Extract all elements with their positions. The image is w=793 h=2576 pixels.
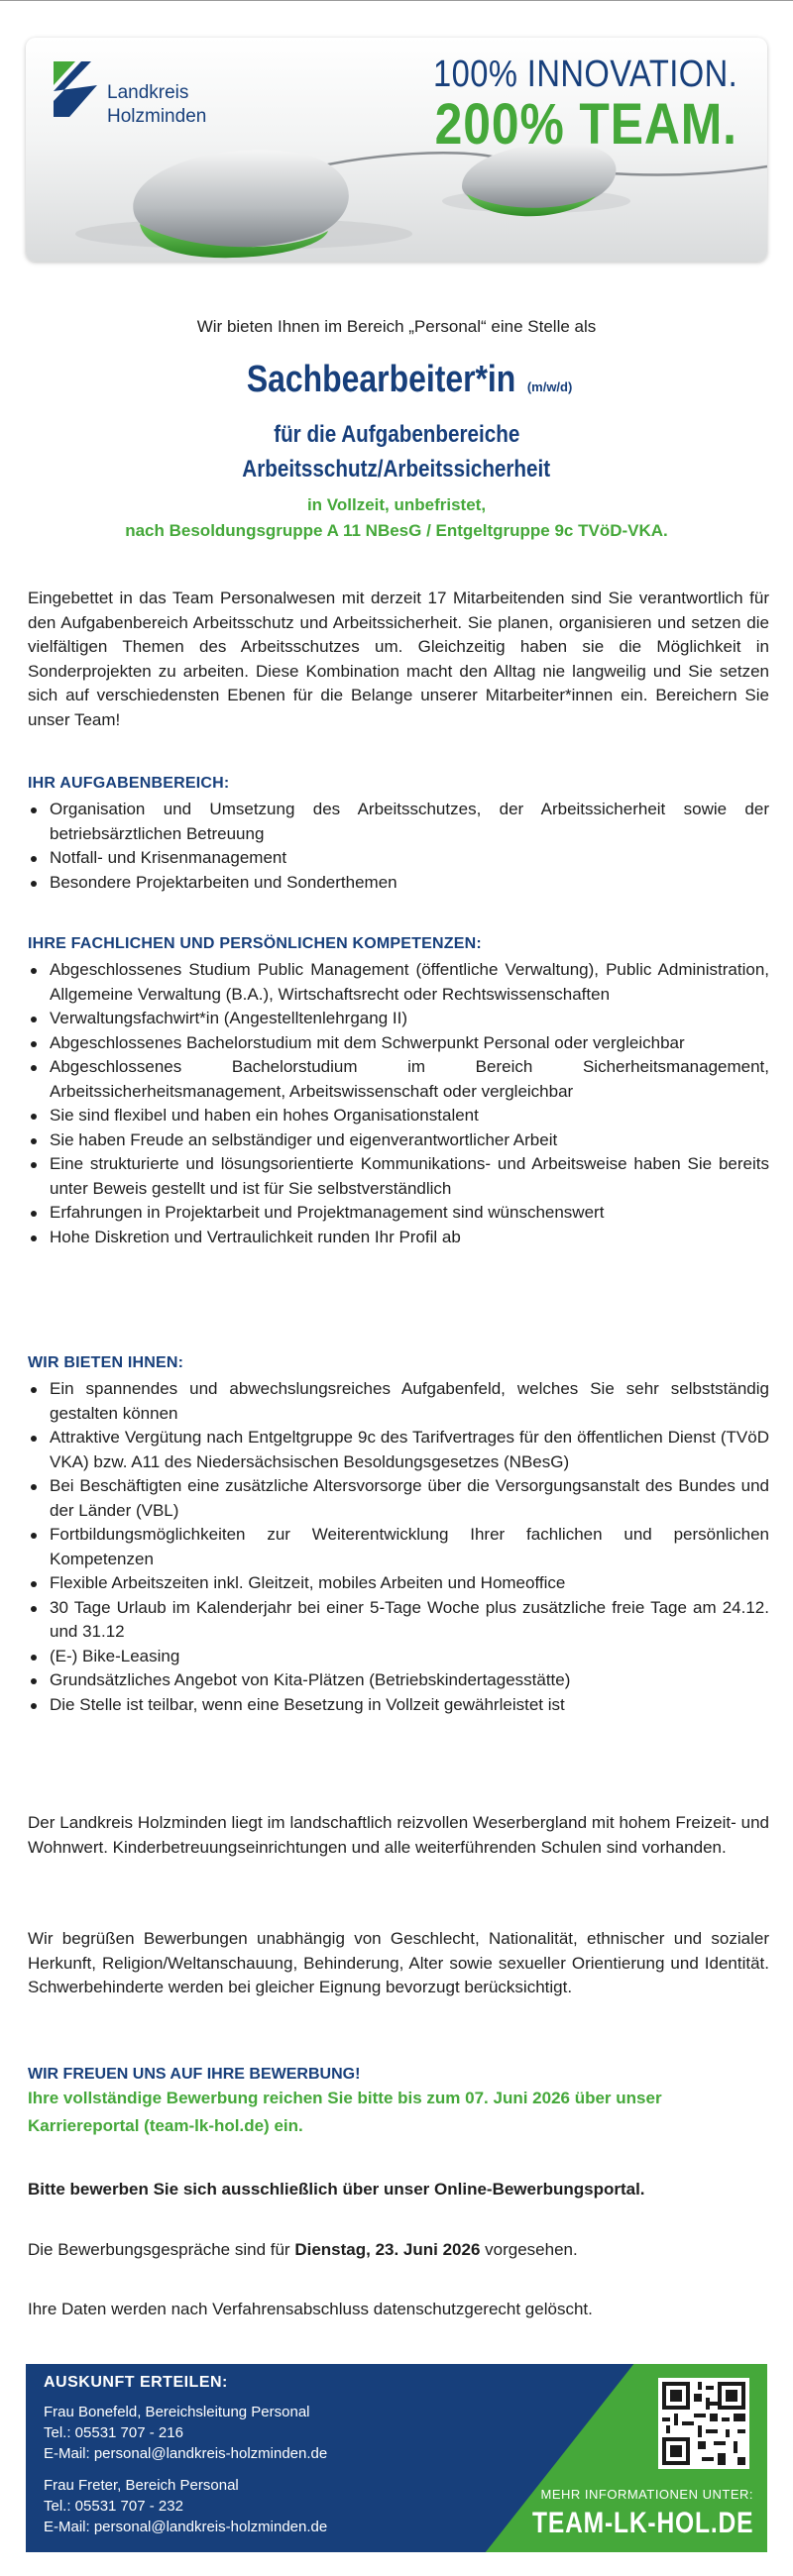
intro-text: Wir bieten Ihnen im Bereich „Personal“ eine Stelle als — [196, 317, 597, 336]
landkreis-logo-icon — [46, 55, 115, 125]
tagline-team: 200% TEAM. — [434, 92, 737, 157]
footer-heading: AUSKUNFT ERTEILEN: — [44, 2374, 228, 2391]
list-item: Abgeschlossenes Bachelorstudium im Bereich Sicherheitsmanagement, Arbeitssicherheitsmanagement, Arbeitswissenschaft oder vergleichbar — [28, 1055, 769, 1104]
hero-banner — [26, 38, 767, 262]
employment-terms-2: nach Besoldungsgruppe A 11 NBesG / Entgeltgruppe 9c TVöD-VKA. — [125, 521, 668, 540]
list-item: 30 Tage Urlaub im Kalenderjahr bei einer 5-Tage Woche plus zusätzliche freie Tage am 24.12. und 31.12 — [28, 1596, 769, 1645]
website-link[interactable]: TEAM-LK-HOL.DE — [531, 2507, 753, 2539]
region-paragraph: Der Landkreis Holzminden liegt im landschaftlich reizvollen Weserbergland mit hohem Freizeit- und Wohnwert. Kinderbetreuungseinrichtungen und alle weiterführenden Schulen sind vorhanden. — [28, 1813, 769, 1857]
closing-heading: WIR FREUEN UNS AUF IHRE BEWERBUNG! — [28, 2066, 361, 2083]
list-item: Die Stelle ist teilbar, wenn eine Besetzung in Vollzeit gewährleistet ist — [28, 1693, 769, 1718]
list-item: Eine strukturierte und lösungsorientierte Kommunikations- und Arbeitsweise haben Sie bereits unter Beweis gestellt und ist für Sie selbstverständlich — [28, 1152, 769, 1201]
list-item: Notfall- und Krisenmanagement — [28, 846, 769, 871]
list-item: Organisation und Umsetzung des Arbeitsschutzes, der Arbeitssicherheit sowie der betriebsärztlichen Betreuung — [28, 798, 769, 846]
tasks-heading: IHR AUFGABENBEREICH: — [28, 775, 230, 792]
list-item: Abgeschlossenes Bachelorstudium mit dem Schwerpunkt Personal oder vergleichbar — [28, 1031, 769, 1056]
more-info-label: MEHR INFORMATIONEN UNTER: — [540, 2487, 753, 2502]
list-item: Verwaltungsfachwirt*in (Angestelltenlehrgang II) — [28, 1007, 769, 1031]
list-item: Abgeschlossenes Studium Public Management (öffentliche Verwaltung), Public Administration, Allgemeine Verwaltung (B.A.), Wirtschaftsrecht oder Rechtswissenschaften — [28, 958, 769, 1007]
intro-paragraph: Eingebettet in das Team Personalwesen mit derzeit 17 Mitarbeitenden sind Sie verantwortlich für den Aufgabenbereich Arbeitsschutz und Arbeitssicherheit. Sie planen, organisieren und setzen die vielfältigen Themen des Arbeitsschutzes um. Gleichzeitig haben sie die Möglichkeit in Sonderprojekten zu arbeiten. Diese Kombination macht den Alltag nie langweilig und Sie setzen sich auf verschiedensten Ebenen für die Belange unserer Mitarbeiter*innen ein. Bereichern Sie unser Team! — [28, 589, 769, 729]
list-item: (E-) Bike-Leasing — [28, 1645, 769, 1669]
contact-footer — [26, 2364, 767, 2552]
privacy-note: Ihre Daten werden nach Verfahrensabschluss datenschutzgerecht gelöscht. — [28, 2300, 593, 2318]
diversity-paragraph: Wir begrüßen Bewerbungen unabhängig von Geschlecht, Nationalität, ethnischer und sozialer Herkunft, Religion/Weltanschauung, Behinderung, Alter sowie sexueller Orientierung und Identität. Schwerbehinderte werden bei gleicher Eignung bevorzugt berücksichtigt. — [28, 1929, 769, 1996]
job-subtitle-2: Arbeitsschutz/Arbeitssicherheit — [242, 456, 551, 483]
logo-text: Landkreis Holzminden — [107, 82, 207, 127]
list-item: Sie haben Freude an selbständiger und eigenverantwortlicher Arbeit — [28, 1128, 769, 1153]
contact-block-1: Frau Bonefeld, Bereichsleitung Personal Tel.: 05531 707 - 216 E-Mail: personal@landkreis-holzminden.de — [44, 2404, 328, 2462]
list-item: Fortbildungsmöglichkeiten zur Weiterentwicklung Ihrer fachlichen und persönlichen Kompetenzen — [28, 1523, 769, 1571]
list-item: Sie sind flexibel und haben ein hohes Organisationstalent — [28, 1104, 769, 1128]
employment-terms-1: in Vollzeit, unbefristet, — [306, 495, 487, 514]
application-deadline: Ihre vollständige Bewerbung reichen Sie bitte bis zum 07. Juni 2026 über unser Karriereportal (team-lk-hol.de) ein. — [28, 2089, 662, 2135]
list-item: Hohe Diskretion und Vertraulichkeit runden Ihr Profil ab — [28, 1226, 769, 1250]
list-item: Ein spannendes und abwechslungsreiches Aufgabenfeld, welches Sie sehr selbstständig gestalten können — [28, 1377, 769, 1426]
job-title: Sachbearbeiter*in (m/w/d) — [246, 359, 573, 400]
list-item: Erfahrungen in Projektarbeit und Projektmanagement sind wünschenswert — [28, 1201, 769, 1226]
interview-date-line: Die Bewerbungsgespräche sind für Dienstag, 23. Juni 2026 vorgesehen. — [28, 2240, 578, 2259]
list-item: Attraktive Vergütung nach Entgeltgruppe 9c des Tarifvertrages für den öffentlichen Dienst (TVöD VKA) bzw. A11 des Niedersächsischen Besoldungsgesetzes (NBesG) — [28, 1426, 769, 1474]
qr-code-icon[interactable] — [658, 2378, 749, 2469]
list-item: Grundsätzliches Angebot von Kita-Plätzen (Betriebskindertagesstätte) — [28, 1668, 769, 1693]
list-item: Bei Beschäftigten eine zusätzliche Altersvorsorge über die Versorgungsanstalt des Bundes und der Länder (VBL) — [28, 1474, 769, 1523]
offer-heading: WIR BIETEN IHNEN: — [28, 1354, 184, 1371]
list-item: Besondere Projektarbeiten und Sonderthemen — [28, 871, 769, 896]
top-divider — [0, 0, 793, 1]
skills-heading: IHRE FACHLICHEN UND PERSÖNLICHEN KOMPETENZEN: — [28, 935, 482, 952]
tagline-innovation: 100% INNOVATION. — [432, 54, 737, 95]
skills-list — [28, 958, 769, 1249]
tasks-list — [28, 798, 769, 895]
job-subtitle-1: für die Aufgabenbereiche — [273, 421, 520, 448]
list-item: Flexible Arbeitszeiten inkl. Gleitzeit, mobiles Arbeiten und Homeoffice — [28, 1571, 769, 1596]
offer-list — [28, 1377, 769, 1717]
online-only-note: Bitte bewerben Sie sich ausschließlich über unser Online-Bewerbungsportal. — [28, 2180, 645, 2199]
contact-block-2: Frau Freter, Bereich Personal Tel.: 05531 707 - 232 E-Mail: personal@landkreis-holzminden.de — [44, 2477, 328, 2535]
